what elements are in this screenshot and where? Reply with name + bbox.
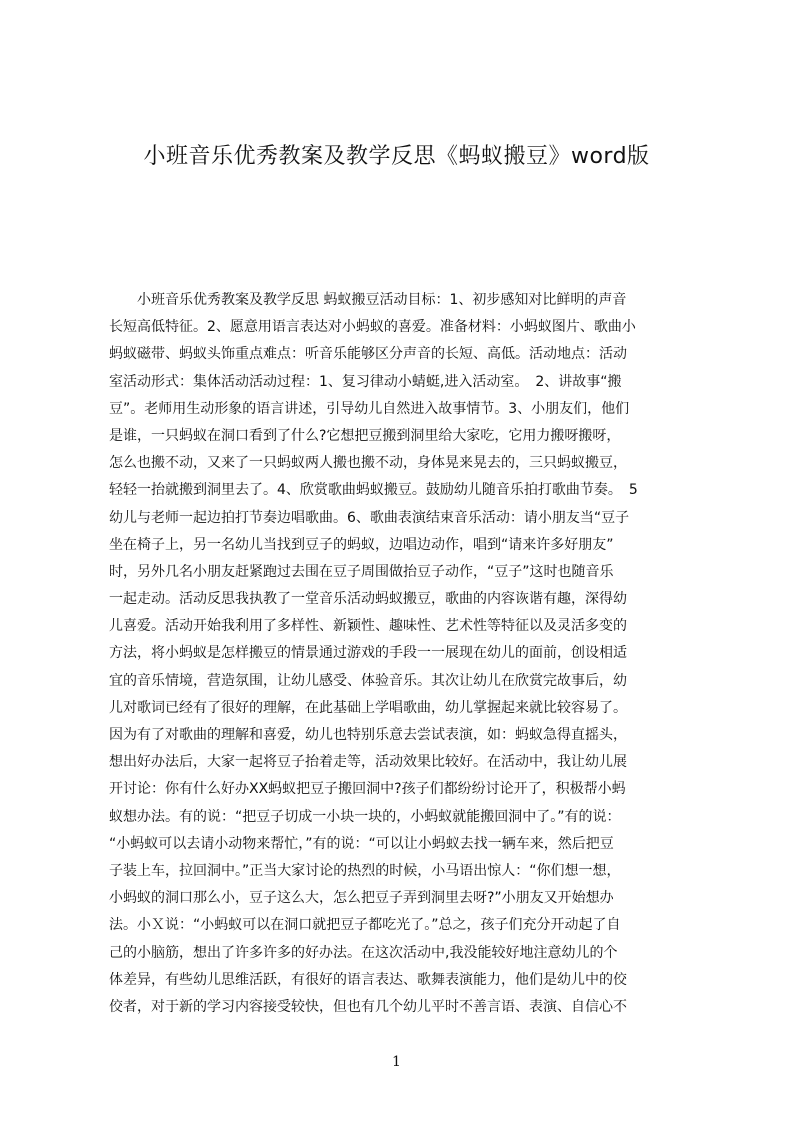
body-line: 轻轻一抬就搬到洞里去了。4、欣赏歌曲蚂蚁搬豆。鼓励幼儿随音乐拍打歌曲节奏。 5 [109,482,638,499]
body-line: 蚁想办法。有的说：“把豆子切成一小块一块的，小蚂蚁就能搬回洞中了。”有的说： [109,808,621,825]
body-line: 坐在椅子上，另一名幼儿当找到豆子的蚂蚁，边唱边动作，唱到“请来许多好朋友” [109,536,614,553]
body-line: 儿对歌词已经有了很好的理解，在此基础上学唱歌曲，幼儿掌握起来就比较容易了。 [109,699,627,716]
body-line: 室活动形式：集体活动活动过程：1、复习律动小蜻蜓,进入活动室。 2、讲故事“搬 [109,373,622,390]
body-line: 己的小脑筋，想出了许多许多的好办法。在这次活动中,我没能较好地注意幼儿的个 [109,944,618,961]
body-line: 方法，将小蚂蚁是怎样搬豆的情景通过游戏的手段一一展现在幼儿的面前，创设相适 [109,645,627,662]
body-line: 宜的音乐情境，营造氛围，让幼儿感受、体验音乐。其次让幼儿在欣赏完故事后，幼 [109,672,627,689]
body-line: 蚂蚁磁带、蚂蚁头饰重点难点：听音乐能够区分声音的长短、高低。活动地点：活动 [109,346,627,363]
body-line: 小班音乐优秀教案及教学反思 蚂蚁搬豆活动目标：1、初步感知对比鲜明的声音 [109,292,627,308]
body-line: 幼儿与老师一起边拍打节奏边唱歌曲。6、歌曲表演结束音乐活动：请小朋友当“豆子 [109,509,630,526]
body-line: 开讨论：你有什么好办XX蚂蚁把豆子搬回洞中?孩子们都纷纷讨论开了，积极帮小蚂 [109,781,626,798]
body-line: 体差异，有些幼儿思维活跃，有很好的语言表达、歌舞表演能力，他们是幼儿中的佼 [109,971,627,988]
body-line: 法。小Ｘ说：“小蚂蚁可以在洞口就把豆子都吃光了。”总之，孩子们充分开动起了自 [109,917,621,934]
body-line: 一起走动。活动反思我执教了一堂音乐活动蚂蚁搬豆，歌曲的内容诙谐有趣，深得幼 [109,591,627,608]
body-line: 因为有了对歌曲的理解和喜爱，幼儿也特别乐意去尝试表演，如：蚂蚁急得直摇头， [109,727,627,743]
body-line: 儿喜爱。活动开始我利用了多样性、新颖性、趣味性、艺术性等特征以及灵活多变的 [109,618,627,635]
body-line: 怎么也搬不动，又来了一只蚂蚁两人搬也搬不动，身体晃来晃去的，三只蚂蚁搬豆， [109,455,627,472]
body-line: 长短高低特征。2、愿意用语言表达对小蚂蚁的喜爱。准备材料：小蚂蚁图片、歌曲小 [109,319,636,336]
body-line: 时，另外几名小朋友赶紧跑过去围在豆子周围做抬豆子动作，“豆子”这时也随音乐 [109,563,614,580]
body-line: “小蚂蚁可以去请小动物来帮忙，”有的说：“可以让小蚂蚁去找一辆车来，然后把豆 [109,835,614,852]
body-line: 豆”。老师用生动形象的语言讲述，引导幼儿自然进入故事情节。3、小朋友们，他们 [109,400,630,417]
body-line: 想出好办法后，大家一起将豆子抬着走等，活动效果比较好。在活动中，我让幼儿展 [109,754,627,771]
body-line: 佼者，对于新的学习内容接受较快，但也有几个幼儿平时不善言语、表演、自信心不 [109,998,627,1015]
body-line: 是谁，一只蚂蚁在洞口看到了什么?它想把豆搬到洞里给大家吃，它用力搬呀搬呀， [109,427,621,444]
body-line: 子装上车，拉回洞中。”正当大家讨论的热烈的时候，小马语出惊人：“你们想一想， [109,862,621,879]
document-title: 小班音乐优秀教案及教学反思《蚂蚁搬豆》word版 [143,144,650,169]
document-body [109,287,699,1039]
page-number: 1 [392,1054,401,1070]
body-line: 小蚂蚁的洞口那么小，豆子这么大，怎么把豆子弄到洞里去呀?”小朋友又开始想办 [109,890,614,907]
